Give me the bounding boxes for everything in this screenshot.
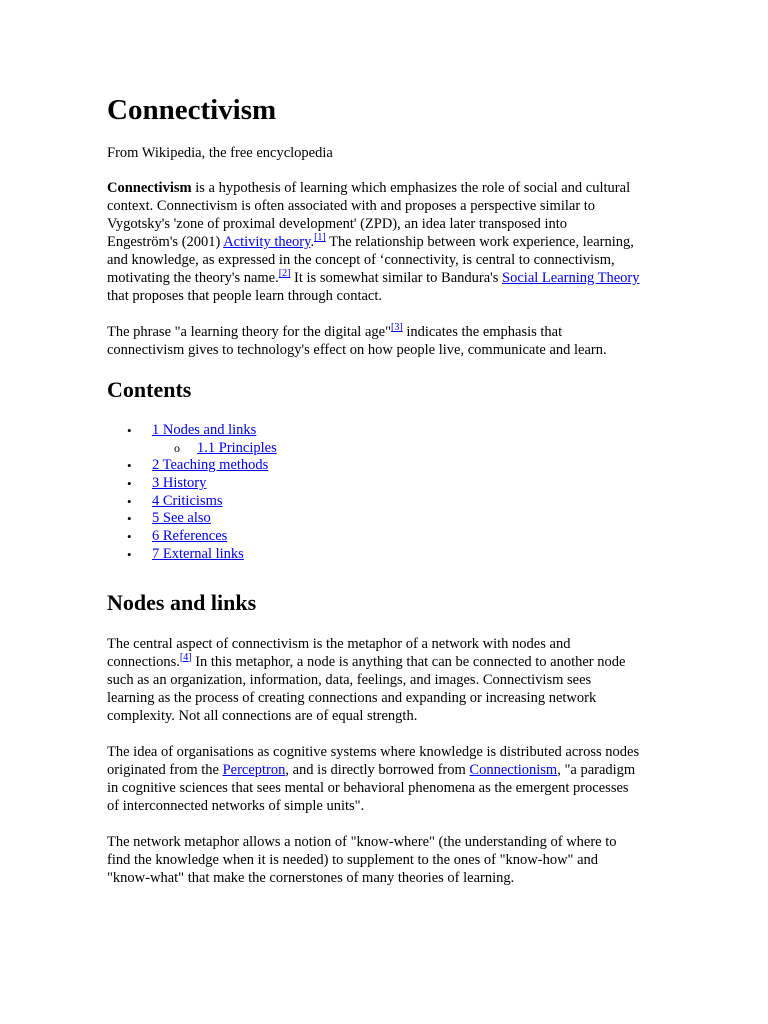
reference-link-1[interactable]: [1] — [314, 232, 326, 243]
social-learning-theory-link[interactable]: Social Learning Theory — [502, 270, 640, 286]
connectionism-link[interactable]: Connectionism — [469, 761, 558, 778]
intro-line: context. Connectivism is often associated with and proposes a perspective similar to — [107, 198, 596, 214]
nodes-line: complexity. Not all connections are of equal strength. — [107, 707, 418, 724]
nodes-line: in cognitive sciences that sees mental or behavioral phenomena as the emergent processes — [107, 779, 629, 796]
toc-link-criticisms[interactable]: 4 Criticisms — [152, 492, 223, 509]
toc-link-see-also[interactable]: 5 See also — [152, 510, 211, 527]
contents-heading: Contents — [107, 377, 192, 402]
nodes-text: originated from the — [107, 761, 223, 778]
intro-text: is a hypothesis of learning which emphasizes the role of social and cultural — [191, 180, 631, 196]
toc-item — [107, 546, 667, 564]
toc-link-nodes-and-links[interactable]: 1 Nodes and links — [152, 422, 257, 438]
intro-text: motivating the theory's name. — [107, 270, 279, 286]
bullet-icon: • — [127, 423, 132, 438]
nodes-line — [107, 653, 667, 671]
intro-line — [107, 233, 667, 251]
intro-paragraph — [107, 179, 667, 305]
nodes-line: find the knowledge when it is needed) to supplement to the ones of "know-how" and — [107, 851, 599, 868]
toc-item — [107, 457, 667, 475]
intro-bold-term: Connectivism — [107, 180, 192, 196]
intro-line — [107, 269, 667, 287]
reference-link-2[interactable]: [2] — [278, 268, 291, 279]
nodes-and-links-heading: Nodes and links — [107, 589, 257, 615]
bullet-icon: • — [127, 546, 132, 562]
bullet-icon: • — [127, 458, 132, 474]
nodes-line — [107, 761, 667, 779]
intro-text: Engeström's (2001) — [107, 234, 224, 250]
intro-line — [107, 179, 667, 197]
phrase-line — [107, 323, 667, 341]
toc-item — [107, 440, 667, 458]
toc-item — [107, 422, 667, 440]
nodes-line: The central aspect of connectivism is the metaphor of a network with nodes and — [107, 635, 571, 652]
nodes-paragraph-2 — [107, 743, 667, 815]
intro-line: that proposes that people learn through contact. — [107, 288, 383, 304]
nodes-line: The idea of organisations as cognitive systems where knowledge is distributed across nodes — [107, 743, 640, 760]
bullet-icon: • — [127, 511, 132, 527]
intro-line: Vygotsky's 'zone of proximal development' (ZPD), an idea later transposed into — [107, 216, 568, 232]
phrase-text: indicates the emphasis that — [402, 324, 563, 340]
nodes-line: learning as the process of creating connections and expanding or increasing network — [107, 689, 597, 706]
activity-theory-link[interactable]: Activity theory — [223, 234, 311, 250]
bullet-icon: • — [127, 476, 132, 492]
circle-bullet-icon: o — [174, 440, 180, 455]
toc-link-history[interactable]: 3 History — [152, 475, 207, 492]
nodes-line: "know-what" that make the cornerstones of many theories of learning. — [107, 869, 515, 886]
table-of-contents — [107, 422, 667, 564]
toc-item — [107, 510, 667, 528]
nodes-text: connections. — [107, 653, 180, 670]
reference-link-4[interactable]: [4] — [179, 651, 192, 663]
page-title: Connectivism — [107, 94, 277, 126]
toc-item — [107, 528, 667, 546]
phrase-paragraph — [107, 323, 667, 359]
phrase-line: connectivism gives to technology's effect on how people live, communicate and learn. — [107, 342, 607, 358]
intro-line: and knowledge, as expressed in the concept of ‘connectivity, is central to connectivism, — [107, 252, 615, 268]
toc-link-external-links[interactable]: 7 External links — [152, 545, 244, 562]
article-tagline: From Wikipedia, the free encyclopedia — [107, 145, 333, 161]
intro-text: It is somewhat similar to Bandura's — [290, 270, 503, 286]
nodes-line: of interconnected networks of simple units". — [107, 797, 365, 814]
nodes-line: The network metaphor allows a notion of "know-where" (the understanding of where to — [107, 833, 617, 850]
nodes-line: such as an organization, information, data, feelings, and images. Connectivism sees — [107, 671, 592, 688]
bullet-icon: • — [127, 529, 132, 545]
nodes-text: , "a paradigm — [557, 761, 636, 778]
nodes-paragraph-1 — [107, 635, 667, 725]
intro-text: The relationship between work experience, learning, — [325, 234, 634, 250]
nodes-paragraph-3 — [107, 833, 667, 887]
nodes-text: , and is directly borrowed from — [285, 761, 470, 778]
toc-link-references[interactable]: 6 References — [152, 528, 228, 545]
toc-item — [107, 475, 667, 493]
intro-text: . — [310, 234, 315, 250]
bullet-icon: • — [127, 493, 132, 509]
toc-link-teaching-methods[interactable]: 2 Teaching methods — [152, 457, 269, 474]
perceptron-link[interactable]: Perceptron — [222, 761, 286, 778]
phrase-text: The phrase "a learning theory for the digital age" — [107, 324, 392, 340]
toc-link-principles[interactable]: 1.1 Principles — [197, 439, 277, 456]
reference-link-3[interactable]: [3] — [391, 322, 403, 333]
nodes-text: In this metaphor, a node is anything that can be connected to another node — [191, 653, 626, 670]
toc-item — [107, 493, 667, 511]
article-body — [107, 92, 667, 887]
